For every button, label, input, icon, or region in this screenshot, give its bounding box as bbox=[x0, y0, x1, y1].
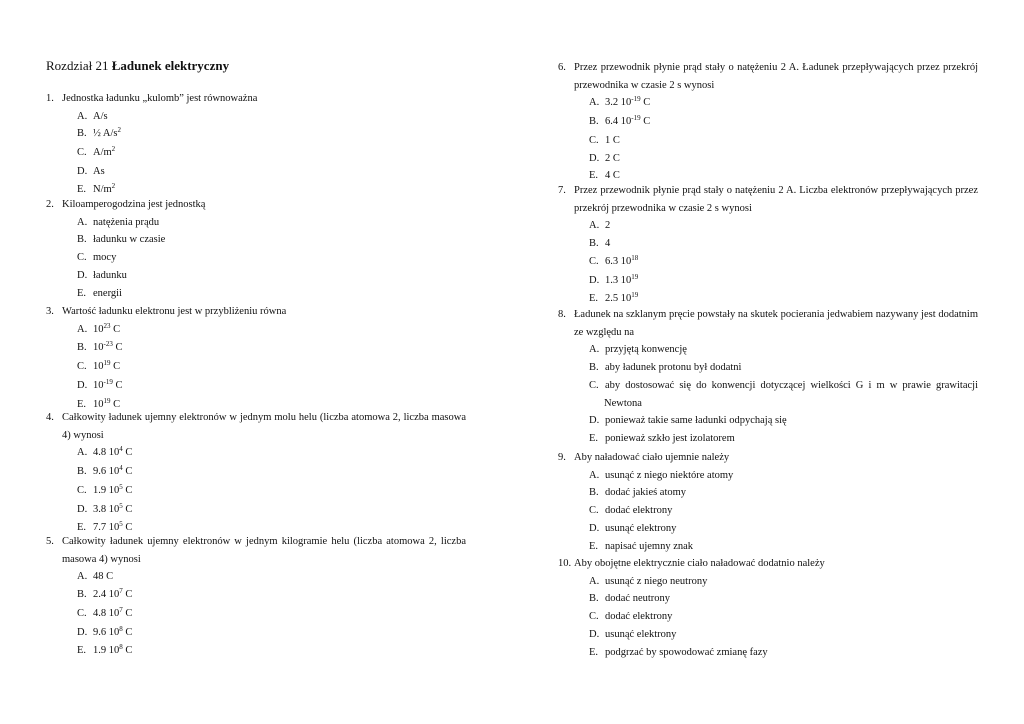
answer-option bbox=[77, 231, 466, 249]
question-text: 4) wynosi bbox=[62, 429, 104, 441]
option-letter: E. bbox=[589, 432, 599, 444]
option-text: dodać elektrony bbox=[605, 611, 673, 623]
question-3 bbox=[46, 303, 466, 414]
answer-options bbox=[589, 467, 978, 556]
option-letter: D. bbox=[77, 626, 88, 638]
exponent: 5 bbox=[119, 501, 123, 510]
exponent: -19 bbox=[631, 95, 641, 104]
option-text: 3.8 $10^5$ C bbox=[93, 501, 133, 515]
exponent: -19 bbox=[631, 114, 641, 123]
answer-option bbox=[77, 444, 466, 463]
answer-option bbox=[589, 94, 978, 113]
answer-option bbox=[77, 144, 466, 163]
answer-option bbox=[77, 321, 466, 340]
option-letter: A. bbox=[589, 575, 600, 587]
option-text: 9.6 $10^4$ C bbox=[93, 464, 133, 478]
exponent: 18 bbox=[631, 253, 639, 262]
question-text: Aby naładować ciało ujemnie należy bbox=[574, 452, 730, 463]
answer-option bbox=[589, 217, 978, 235]
exponent: 7 bbox=[119, 605, 123, 614]
question-2 bbox=[46, 196, 466, 302]
option-text: mocy bbox=[93, 252, 117, 264]
option-text: 6.3 $10^{18}$ bbox=[605, 253, 639, 267]
option-text: A/s bbox=[93, 110, 108, 122]
question-number: 5. bbox=[46, 536, 54, 547]
option-text: ponieważ takie same ładunki odpychają się bbox=[605, 415, 787, 427]
option-letter: C. bbox=[77, 147, 87, 159]
answer-option bbox=[589, 590, 978, 608]
option-letter: B. bbox=[77, 589, 87, 601]
option-letter: B. bbox=[77, 234, 87, 246]
question-number: 10. bbox=[558, 558, 572, 569]
option-letter: A. bbox=[589, 469, 600, 481]
question-text-line bbox=[558, 59, 978, 77]
answer-option bbox=[589, 538, 978, 556]
question-1 bbox=[46, 90, 466, 199]
question-text-line bbox=[46, 551, 466, 569]
option-text: 4.8 $10^4$ C bbox=[93, 445, 133, 459]
exponent: 2 bbox=[111, 145, 116, 154]
answer-option bbox=[589, 341, 978, 359]
option-text: 1 C bbox=[605, 134, 620, 146]
option-letter: C. bbox=[77, 607, 87, 619]
answer-option bbox=[589, 253, 978, 272]
option-text: natężenia prądu bbox=[93, 216, 160, 228]
option-text: napisać ujemny znak bbox=[605, 540, 694, 552]
option-text: podgrzać by spowodować zmianę fazy bbox=[605, 646, 768, 658]
answer-option bbox=[77, 214, 466, 232]
option-letter: B. bbox=[77, 342, 87, 354]
option-letter: E. bbox=[589, 170, 599, 182]
answer-options bbox=[589, 94, 978, 185]
answer-option bbox=[77, 163, 466, 181]
exponent: 19 bbox=[631, 291, 639, 300]
option-text: usunąć z niego neutrony bbox=[605, 575, 708, 587]
option-text: As bbox=[93, 165, 105, 177]
question-number bbox=[558, 77, 574, 95]
option-letter: A. bbox=[77, 571, 88, 583]
option-letter: E. bbox=[589, 540, 599, 552]
option-text: ½ $A/s^2$ bbox=[93, 126, 122, 140]
question-text: przewodnika w czasie 2 s wynosi bbox=[574, 79, 715, 91]
option-text: ładunku w czasie bbox=[93, 234, 166, 246]
option-letter: D. bbox=[589, 522, 600, 534]
exponent: 4 bbox=[119, 445, 123, 454]
exponent: 8 bbox=[119, 624, 123, 633]
answer-option bbox=[589, 520, 978, 538]
question-number: 9. bbox=[558, 452, 566, 463]
option-text: dodać elektrony bbox=[605, 505, 673, 517]
question-text-line bbox=[558, 77, 978, 95]
question-text-line bbox=[46, 90, 466, 108]
question-text: przekrój przewodnika w czasie 2 s wynosi bbox=[574, 202, 752, 214]
answer-option bbox=[589, 484, 978, 502]
option-text: 7.7 $10^5$ C bbox=[93, 520, 133, 534]
option-letter: D. bbox=[589, 628, 600, 640]
question-number: 1. bbox=[46, 93, 54, 104]
option-letter: C. bbox=[589, 255, 599, 267]
answer-option bbox=[77, 125, 466, 144]
question-number bbox=[558, 324, 574, 342]
answer-options bbox=[589, 217, 978, 309]
question-text: Kiloamperogodzina jest jednostką bbox=[62, 199, 206, 210]
option-text: 6.4 $10^{-19}$ C bbox=[605, 114, 651, 128]
question-text-line bbox=[46, 196, 466, 214]
option-text-continuation: Newtona bbox=[604, 397, 642, 409]
option-letter: A. bbox=[77, 447, 88, 459]
answer-option bbox=[589, 359, 978, 377]
option-letter: B. bbox=[589, 487, 599, 499]
question-number bbox=[46, 551, 62, 569]
option-text: $A/m^2$ bbox=[93, 145, 116, 159]
question-number: 3. bbox=[46, 306, 54, 317]
option-text: usunąć z niego niektóre atomy bbox=[605, 469, 734, 481]
answer-options bbox=[589, 341, 978, 447]
answer-option bbox=[77, 339, 466, 358]
option-letter: D. bbox=[589, 274, 600, 286]
answer-option bbox=[589, 150, 978, 168]
answer-option bbox=[589, 502, 978, 520]
option-letter: D. bbox=[77, 165, 88, 177]
answer-option bbox=[77, 267, 466, 285]
option-text: dodać neutrony bbox=[605, 593, 671, 605]
option-text: 1.9 $10^8$ C bbox=[93, 643, 133, 657]
question-10 bbox=[558, 555, 978, 661]
exponent: 8 bbox=[119, 643, 123, 652]
question-text-line bbox=[558, 324, 978, 342]
question-number bbox=[558, 200, 574, 218]
option-letter: D. bbox=[589, 415, 600, 427]
option-text: 1.3 $10^{19}$ bbox=[605, 272, 639, 286]
option-letter: A. bbox=[589, 344, 600, 356]
exponent: 7 bbox=[119, 587, 123, 596]
question-number: 8. bbox=[558, 309, 566, 320]
question-text-line bbox=[46, 533, 466, 551]
option-text: ładunku bbox=[93, 269, 127, 281]
question-number: 2. bbox=[46, 199, 54, 210]
exponent: 19 bbox=[103, 396, 111, 405]
question-text-line bbox=[46, 303, 466, 321]
option-text: aby dostosować się do konwencji dotyczącej wielkości G i m w prawie grawitacji bbox=[605, 379, 978, 391]
option-letter: B. bbox=[77, 128, 87, 140]
answer-options bbox=[77, 568, 466, 661]
answer-option bbox=[77, 586, 466, 605]
question-text: Przez przewodnik płynie prąd stały o natężeniu 2 A. Liczba elektronów przepływających przez bbox=[574, 185, 978, 196]
answer-option bbox=[589, 132, 978, 150]
answer-option bbox=[77, 285, 466, 303]
answer-option bbox=[77, 624, 466, 643]
option-text: energii bbox=[93, 287, 122, 299]
answer-options bbox=[77, 321, 466, 415]
option-letter: E. bbox=[77, 398, 87, 410]
option-letter: C. bbox=[589, 379, 599, 391]
option-letter: B. bbox=[589, 116, 599, 128]
option-letter: E. bbox=[77, 522, 87, 534]
option-text: 2.4 $10^7$ C bbox=[93, 587, 133, 601]
option-letter: A. bbox=[589, 220, 600, 232]
question-number: 7. bbox=[558, 185, 566, 196]
answer-option bbox=[77, 463, 466, 482]
option-text: $N/m^2$ bbox=[93, 181, 116, 195]
option-text: 4 C bbox=[605, 170, 620, 182]
option-text: 9.6 $10^8$ C bbox=[93, 624, 133, 638]
question-number: 6. bbox=[558, 62, 566, 73]
answer-option bbox=[77, 249, 466, 267]
option-letter: D. bbox=[77, 269, 88, 281]
option-text: przyjętą konwencję bbox=[605, 344, 687, 356]
answer-options bbox=[77, 444, 466, 538]
option-letter: B. bbox=[589, 593, 599, 605]
option-text: aby ładunek protonu był dodatni bbox=[605, 362, 742, 374]
answer-option bbox=[589, 467, 978, 485]
option-letter: C. bbox=[589, 134, 599, 146]
exponent: 19 bbox=[631, 272, 639, 281]
option-text: usunąć elektrony bbox=[605, 628, 677, 640]
option-letter: D. bbox=[77, 503, 88, 515]
option-letter: B. bbox=[589, 238, 599, 250]
answer-option bbox=[589, 377, 978, 395]
option-text: 2.5 $10^{19}$ bbox=[605, 291, 639, 305]
answer-option bbox=[77, 482, 466, 501]
exponent: 4 bbox=[119, 464, 123, 473]
question-text: Jednostka ładunku „kulomb” jest równoważna bbox=[62, 93, 258, 104]
answer-option bbox=[77, 605, 466, 624]
option-letter: D. bbox=[77, 379, 88, 391]
option-letter: E. bbox=[589, 293, 599, 305]
option-letter: C. bbox=[77, 484, 87, 496]
option-letter: B. bbox=[77, 466, 87, 478]
chapter-name: Ładunek elektryczny bbox=[111, 58, 230, 73]
question-text: Całkowity ładunek ujemny elektronów w jednym kilogramie helu (liczba atomowa 2, liczba bbox=[62, 536, 466, 547]
option-letter: C. bbox=[589, 505, 599, 517]
exponent: 19 bbox=[103, 359, 111, 368]
option-text: $10^{-23}$ C bbox=[93, 340, 123, 354]
question-text-line bbox=[558, 306, 978, 324]
answer-option bbox=[589, 573, 978, 591]
option-letter: C. bbox=[77, 361, 87, 373]
option-text: $10^{19}$ C bbox=[93, 359, 121, 373]
answer-option bbox=[77, 108, 466, 126]
answer-option bbox=[589, 235, 978, 253]
answer-option bbox=[77, 377, 466, 396]
answer-option bbox=[77, 358, 466, 377]
question-text: Aby obojętne elektrycznie ciało naładować dodatnio należy bbox=[574, 558, 825, 569]
question-text: Wartość ładunku elektronu jest w przybliżeniu równa bbox=[62, 306, 287, 317]
question-5 bbox=[46, 533, 466, 661]
option-letter: A. bbox=[589, 97, 600, 109]
answer-option bbox=[77, 642, 466, 661]
answer-option bbox=[77, 568, 466, 586]
question-text-line bbox=[558, 200, 978, 218]
option-letter: E. bbox=[77, 287, 87, 299]
answer-options bbox=[77, 108, 466, 200]
option-text: 2 bbox=[605, 220, 611, 232]
question-text-line bbox=[558, 449, 978, 467]
option-text: 4 bbox=[605, 238, 611, 250]
question-text-line bbox=[558, 555, 978, 573]
answer-option bbox=[589, 608, 978, 626]
question-text-line bbox=[46, 409, 466, 427]
answer-option bbox=[589, 412, 978, 430]
option-text: $10^{19}$ C bbox=[93, 396, 121, 410]
option-letter: C. bbox=[589, 611, 599, 623]
exponent: 2 bbox=[111, 181, 116, 190]
question-text: Przez przewodnik płynie prąd stały o natężeniu 2 A. Ładunek przepływających przez przekrój bbox=[574, 62, 978, 73]
option-text: 1.9 $10^5$ C bbox=[93, 482, 133, 496]
chapter-number: Rozdział 21 bbox=[46, 58, 112, 73]
answer-option bbox=[589, 644, 978, 662]
option-letter: E. bbox=[77, 645, 87, 657]
option-letter: A. bbox=[77, 323, 88, 335]
exponent: -19 bbox=[103, 377, 113, 386]
option-letter: B. bbox=[589, 362, 599, 374]
exponent: 23 bbox=[103, 321, 111, 330]
exponent: 5 bbox=[119, 482, 123, 491]
option-letter: A. bbox=[77, 110, 88, 122]
answer-option bbox=[589, 272, 978, 291]
answer-options bbox=[589, 573, 978, 662]
option-text: 48 C bbox=[93, 571, 114, 583]
question-text: Całkowity ładunek ujemny elektronów w jednym molu helu (liczba atomowa 2, liczba masowa bbox=[62, 412, 466, 423]
question-text: ze względu na bbox=[574, 326, 635, 338]
exponent: 2 bbox=[117, 126, 122, 135]
option-text: $10^{23}$ C bbox=[93, 321, 121, 335]
question-9 bbox=[558, 449, 978, 555]
option-letter: E. bbox=[77, 183, 87, 195]
exponent: 5 bbox=[119, 520, 123, 529]
option-text: 2 C bbox=[605, 152, 620, 164]
answer-option bbox=[589, 430, 978, 448]
option-letter: C. bbox=[77, 252, 87, 264]
question-7 bbox=[558, 182, 978, 309]
question-text: Ładunek na szklanym pręcie powstały na skutek pocierania jedwabiem nazywany jest dodatnim bbox=[574, 309, 978, 320]
chapter-title bbox=[46, 58, 229, 74]
question-8 bbox=[558, 306, 978, 448]
option-text: $10^{-19}$ C bbox=[93, 377, 123, 391]
option-letter: D. bbox=[589, 152, 600, 164]
question-text-line bbox=[46, 427, 466, 445]
option-text: 4.8 $10^7$ C bbox=[93, 605, 133, 619]
option-text: ponieważ szkło jest izolatorem bbox=[605, 432, 735, 444]
option-text: dodać jakieś atomy bbox=[605, 487, 687, 499]
exponent: -23 bbox=[103, 340, 113, 349]
answer-option bbox=[77, 501, 466, 520]
answer-option bbox=[589, 113, 978, 132]
option-text: 3.2 $10^{-19}$ C bbox=[605, 95, 651, 109]
question-4 bbox=[46, 409, 466, 538]
option-letter: E. bbox=[589, 646, 599, 658]
option-text: usunąć elektrony bbox=[605, 522, 677, 534]
question-number bbox=[46, 427, 62, 445]
option-letter: A. bbox=[77, 216, 88, 228]
question-number: 4. bbox=[46, 412, 54, 423]
answer-options bbox=[77, 214, 466, 303]
question-text-line bbox=[558, 182, 978, 200]
question-text: masowa 4) wynosi bbox=[62, 553, 141, 565]
question-6 bbox=[558, 59, 978, 185]
answer-option bbox=[589, 626, 978, 644]
